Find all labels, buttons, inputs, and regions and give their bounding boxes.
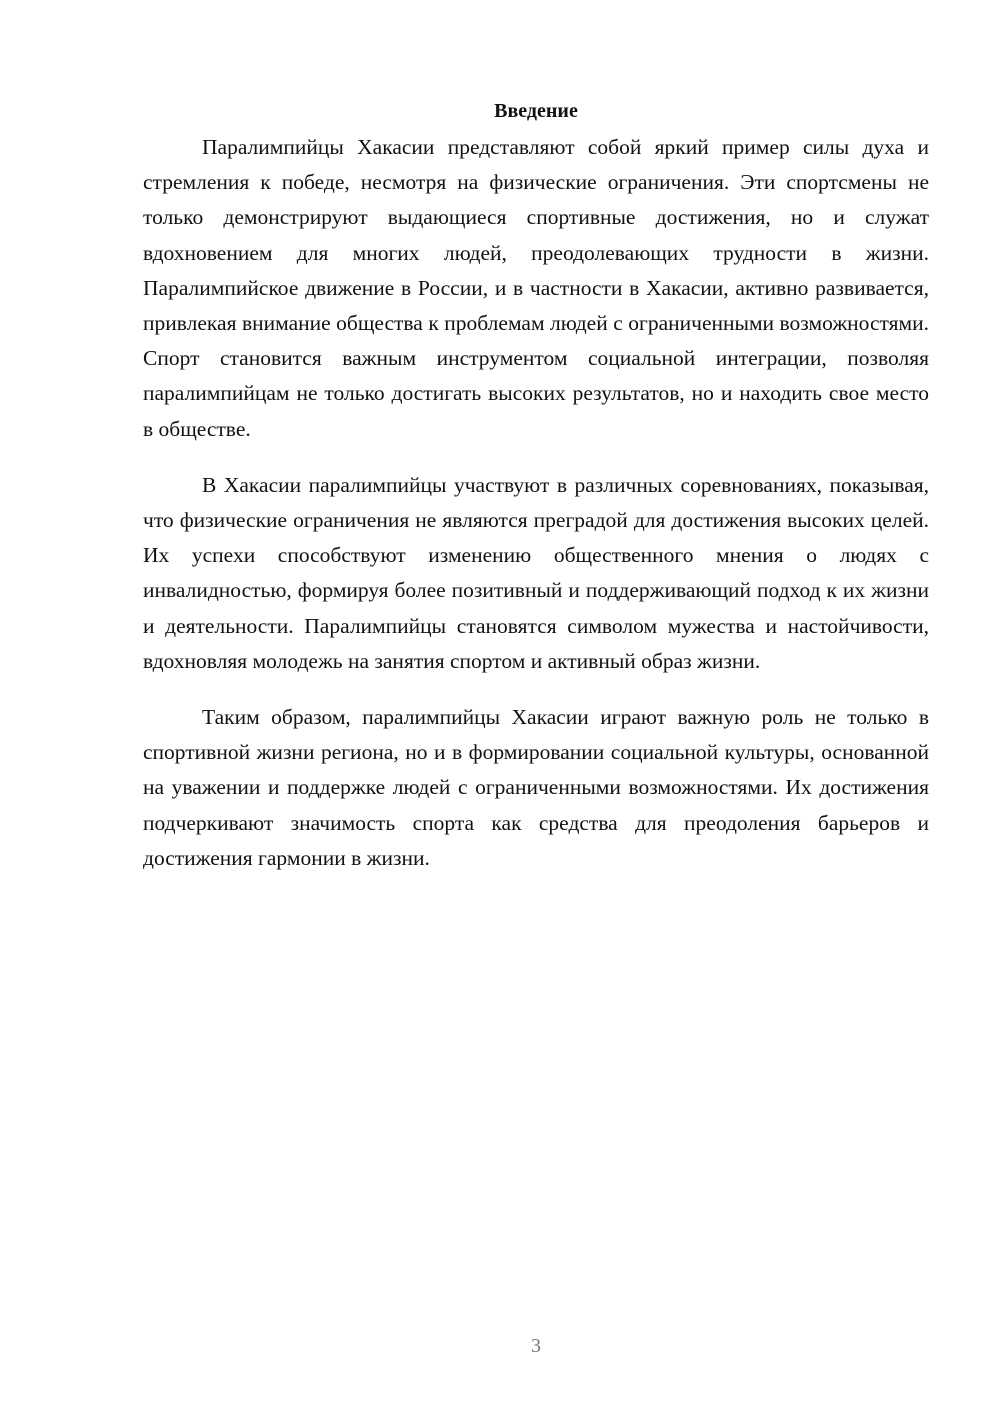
section-heading: Введение (494, 100, 578, 122)
document-body (143, 96, 929, 897)
paragraph-1: Паралимпийцы Хакасии представляют собой яркий пример силы духа и стремления к победе, несмотря на физические ограничения. Эти спортсмены не только демонстрируют выдающиеся спортивные достижения, но и служат вдохновением для многих людей, преодолевающих трудности в жизни. Паралимпийское движение в России, и в частности в Хакасии, активно развивается, привлекая внимание общества к проблемам людей с ограниченными возможностями. Спорт становится важным инструментом социальной интеграции, позволяя паралимпийцам не только достигать высоких результатов, но и находить свое место в обществе. (143, 135, 929, 441)
page-number: 3 (531, 1335, 541, 1357)
paragraph-2: В Хакасии паралимпийцы участвуют в различных соревнованиях, показывая, что физические ограничения не являются преградой для достижения высоких целей. Их успехи способствуют изменению общественного мнения о людях с инвалидностью, формируя более позитивный и поддерживающий подход к их жизни и деятельности. Паралимпийцы становятся символом мужества и настойчивости, вдохновляя молодежь на занятия спортом и активный образ жизни. (143, 472, 929, 673)
paragraph-3: Таким образом, паралимпийцы Хакасии играют важную роль не только в спортивной жизни региона, но и в формировании социальной культуры, основанной на уважении и поддержке людей с ограниченными возможностями. Их достижения подчеркивают значимость спорта как средства для преодоления барьеров и достижения гармонии в жизни. (143, 705, 929, 870)
